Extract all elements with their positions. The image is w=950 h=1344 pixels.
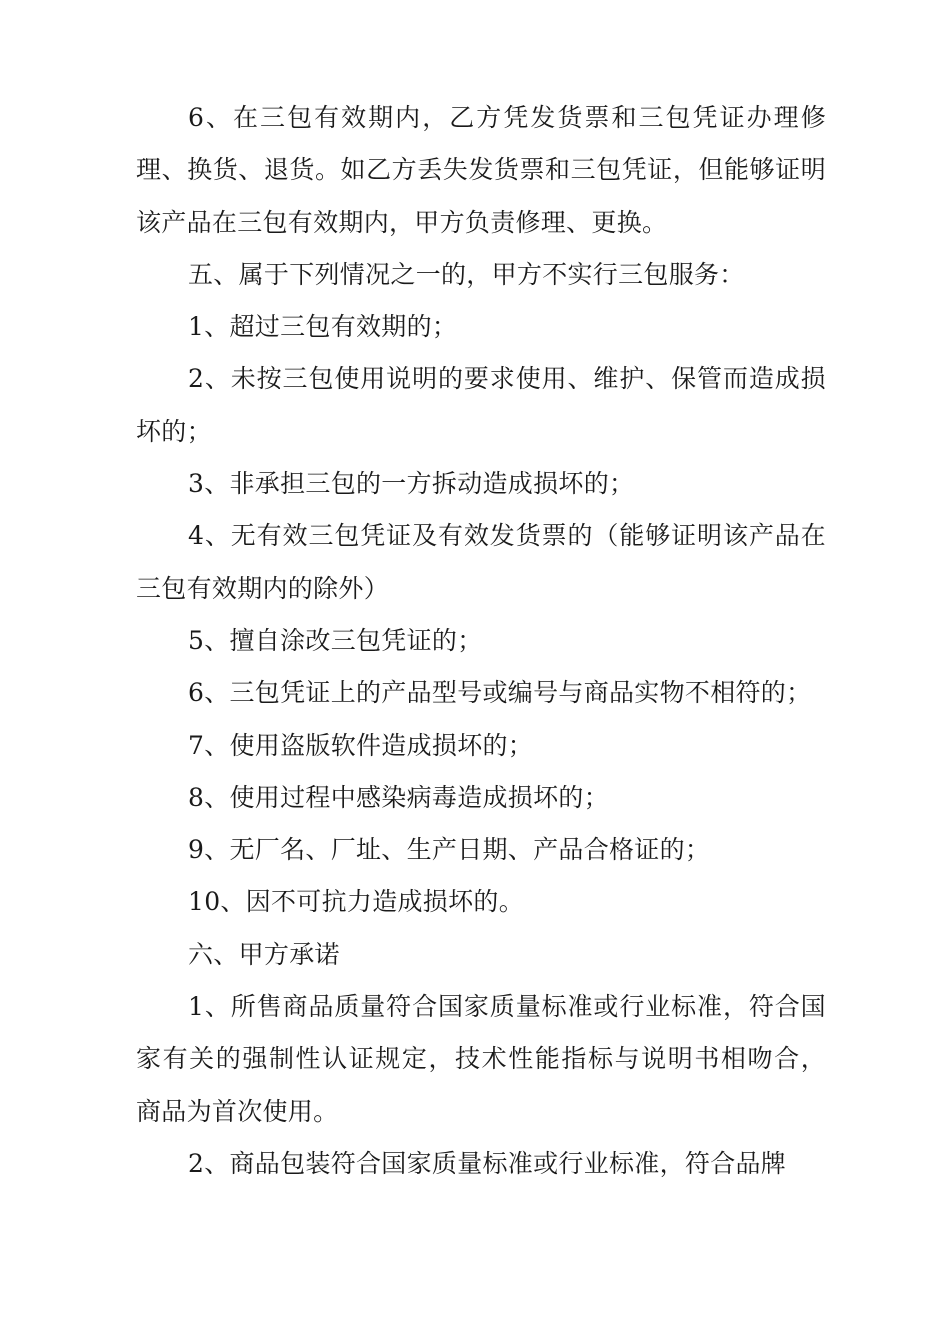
section-heading-five: 五、属于下列情况之一的，甲方不实行三包服务： — [188, 259, 745, 289]
list-item-exclusion-3: 3、非承担三包的一方拆动造成损坏的； — [188, 469, 635, 499]
list-item-exclusion-1: 1、超过三包有效期的； — [188, 312, 458, 342]
list-item-exclusion-4: 4、无有效三包凭证及有效发货票的（能够证明该产品在三包有效期内的除外） — [136, 521, 826, 603]
list-item-promise-2: 2、商品包装符合国家质量标准或行业标准，符合品牌 — [188, 1148, 787, 1178]
list-item-exclusion-8: 8、使用过程中感染病毒造成损坏的； — [188, 782, 610, 812]
list-item-exclusion-2: 2、未按三包使用说明的要求使用、维护、保管而造成损坏的； — [136, 364, 826, 446]
list-item-exclusion-6: 6、三包凭证上的产品型号或编号与商品实物不相符的； — [188, 678, 812, 708]
list-item-exclusion-9: 9、无厂名、厂址、生产日期、产品合格证的； — [188, 835, 711, 865]
list-item-exclusion-7: 7、使用盗版软件造成损坏的； — [188, 730, 534, 760]
document-body — [136, 92, 826, 1190]
section-heading-six: 六、甲方承诺 — [188, 939, 340, 969]
list-item-exclusion-10: 10、因不可抗力造成损坏的。 — [188, 887, 525, 917]
paragraph-warranty-6: 6、在三包有效期内，乙方凭发货票和三包凭证办理修理、换货、退货。如乙方丢失发货票和三包凭证，但能够证明该产品在三包有效期内，甲方负责修理、更换。 — [136, 103, 826, 237]
list-item-promise-1: 1、所售商品质量符合国家质量标准或行业标准，符合国家有关的强制性认证规定，技术性能指标与说明书相吻合， 商品为首次使用。 — [136, 992, 826, 1126]
list-item-exclusion-5: 5、擅自涂改三包凭证的； — [188, 625, 483, 655]
